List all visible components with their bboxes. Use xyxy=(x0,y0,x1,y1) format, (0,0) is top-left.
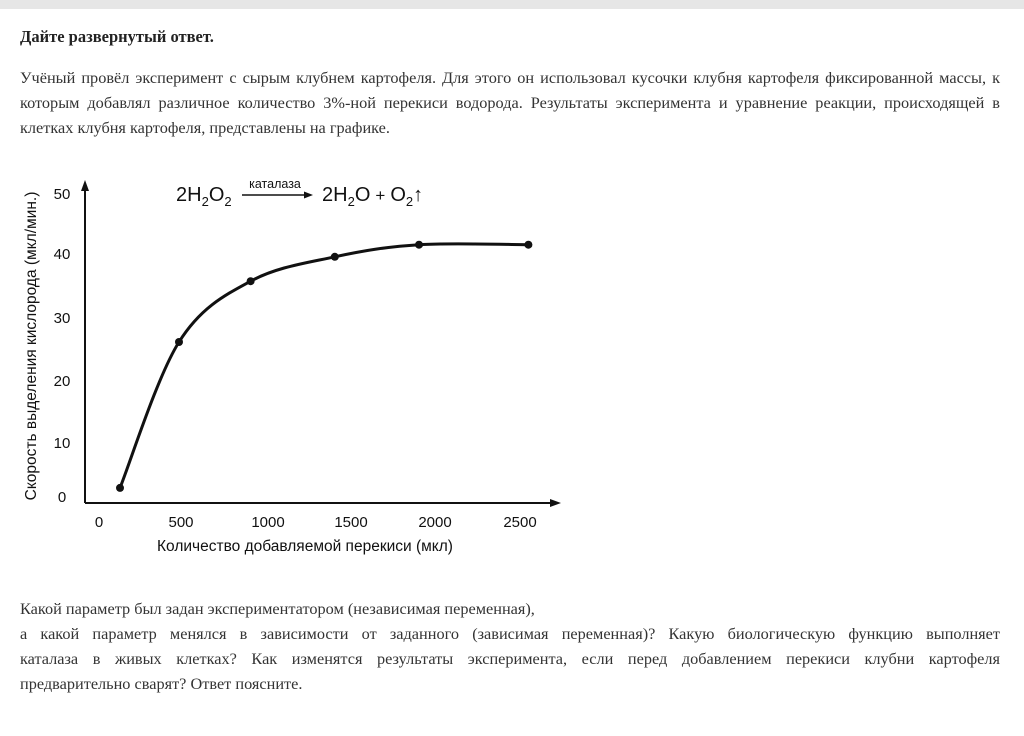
product-oxygen-subscript: 2 xyxy=(405,194,414,209)
catalyst-label: каталаза xyxy=(249,177,301,191)
data-point xyxy=(524,241,532,249)
data-point xyxy=(331,253,339,261)
reactant-formula: 2H xyxy=(176,184,202,206)
y-axis-arrow xyxy=(81,180,89,191)
problem-intro: Учёный провёл эксперимент с сырым клубнем картофеля. Для этого он использовал кусочки клубня картофеля фиксированной массы, к которым добавлял различное количество 3%-ной перекиси водорода. Результаты эксперимента и уравнение реакции, происходящей в клетках клубня картофеля, представлены на графике. xyxy=(20,68,1000,137)
product-water: 2H xyxy=(322,184,348,206)
data-point xyxy=(175,338,183,346)
task-heading: Дайте развернутый ответ. xyxy=(20,27,214,46)
x-tick-label: 0 xyxy=(94,514,104,531)
y-tick-label: 30 xyxy=(53,310,71,327)
oxygen-rate-chart xyxy=(0,160,600,570)
question-text xyxy=(20,596,1000,696)
data-point xyxy=(116,484,124,492)
reactant-subscript: 2 xyxy=(201,194,209,209)
svg-text:2H2O2 xyxy=(176,184,232,209)
product-water-subscript: 2 xyxy=(347,194,355,209)
x-tick-labels xyxy=(95,514,537,531)
y-tick-label: 20 xyxy=(53,373,71,390)
plus-sign: + xyxy=(375,186,386,205)
question-line: каталаза в живых клетках? Как изменятся результаты эксперимента, если перед добавлением перекиси клубни картофеля xyxy=(20,649,1000,668)
gas-release-icon: ↑ xyxy=(413,184,424,206)
y-tick-label: 50 xyxy=(53,186,71,203)
y-tick-label: 10 xyxy=(53,435,71,452)
product-oxygen: O xyxy=(390,184,406,206)
x-axis-title: Количество добавляемой перекиси (мкл) xyxy=(157,538,453,555)
question-line: предварительно сварят? Ответ поясните. xyxy=(20,674,303,693)
x-tick-label: 2000 xyxy=(418,514,452,531)
product-water-o: O xyxy=(354,184,371,206)
question-line: а какой параметр менялся в зависимости от заданного (зависимая переменная)? Какую биологическую функцию выполняет xyxy=(20,624,1000,643)
reaction-equation xyxy=(176,177,423,209)
reaction-arrow-head xyxy=(304,192,313,199)
x-tick-label: 2500 xyxy=(503,514,537,531)
data-points xyxy=(116,241,532,492)
y-tick-label: 0 xyxy=(57,489,67,506)
data-point xyxy=(415,241,423,249)
y-tick-label: 40 xyxy=(53,246,71,263)
x-tick-label: 1500 xyxy=(334,514,368,531)
x-tick-label: 500 xyxy=(168,514,194,531)
y-axis-title: Скорость выделения кислорода (мкл/мин.) xyxy=(23,191,40,501)
x-tick-label: 1000 xyxy=(251,514,285,531)
reactant-subscript: 2 xyxy=(224,194,232,209)
reactant-formula-o: O xyxy=(208,184,225,206)
y-tick-labels xyxy=(54,186,71,506)
series-line xyxy=(120,244,528,488)
svg-text:2H2O+O2↑ xyxy=(322,184,423,209)
data-point xyxy=(247,277,255,285)
question-line: Какой параметр был задан экспериментатором (независимая переменная), xyxy=(20,599,535,618)
x-axis-arrow xyxy=(550,499,561,507)
top-bar xyxy=(0,0,1024,9)
